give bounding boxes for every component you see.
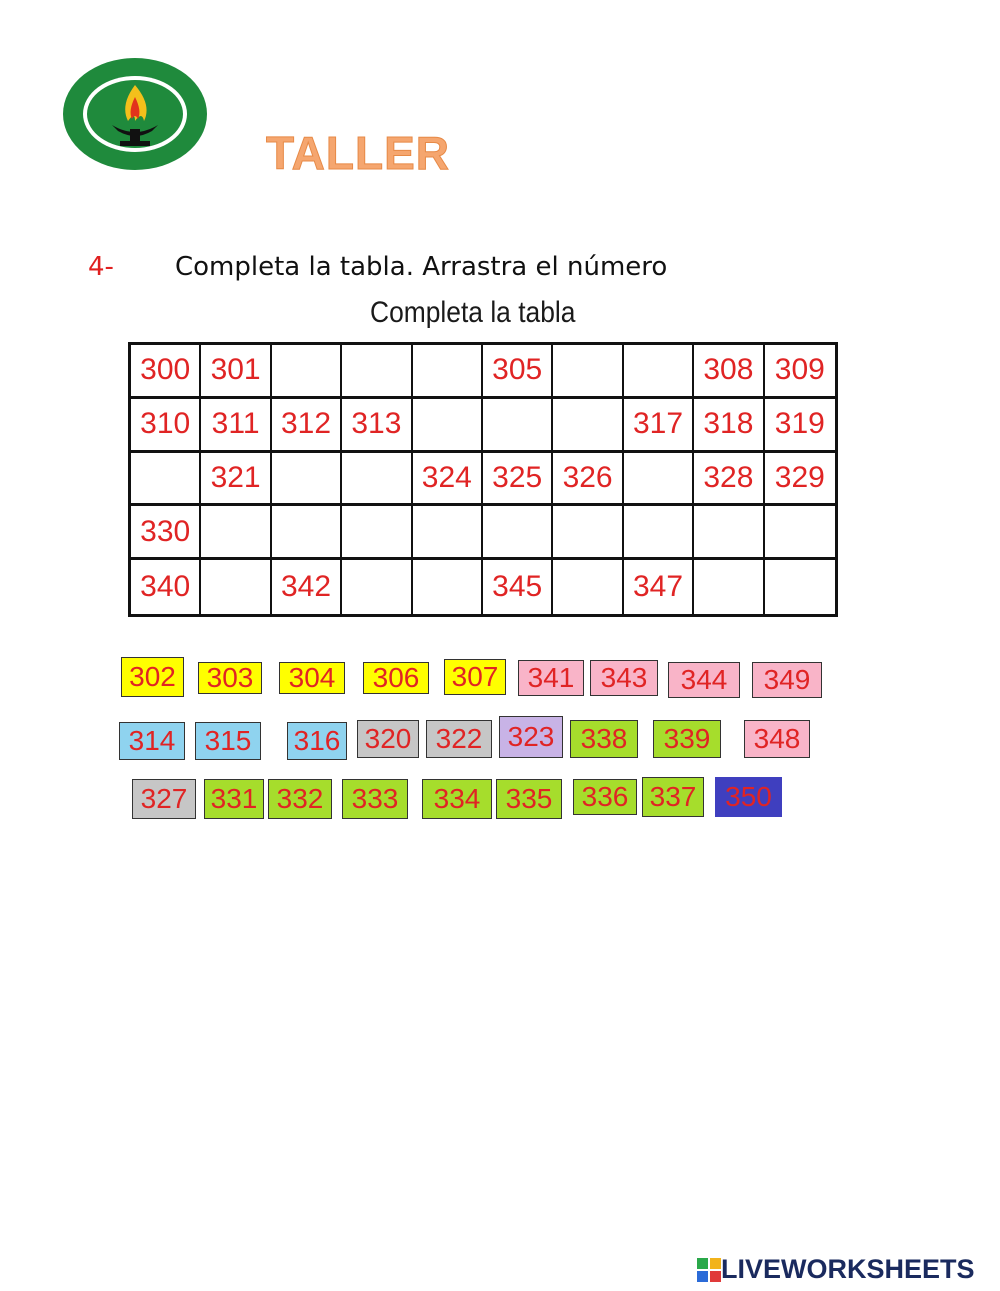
table-cell-drop-target[interactable] (553, 506, 623, 560)
table-cell-filled: 301 (201, 345, 271, 399)
drag-tile-344[interactable]: 344 (668, 662, 740, 698)
table-cell-drop-target[interactable] (624, 453, 694, 507)
table-cell-filled: 325 (483, 453, 553, 507)
table-cell-filled: 317 (624, 399, 694, 453)
table-cell-drop-target[interactable] (553, 345, 623, 399)
table-cell-filled: 329 (765, 453, 835, 507)
table-cell-drop-target[interactable] (624, 345, 694, 399)
table-cell-drop-target[interactable] (553, 560, 623, 614)
table-cell-drop-target[interactable] (201, 560, 271, 614)
table-cell-drop-target[interactable] (694, 506, 764, 560)
drag-tile-349[interactable]: 349 (752, 662, 822, 698)
drag-tile-302[interactable]: 302 (121, 657, 184, 697)
table-cell-filled: 313 (342, 399, 412, 453)
table-title: Completa la tabla (370, 296, 576, 329)
table-cell-drop-target[interactable] (131, 453, 201, 507)
drag-tile-336[interactable]: 336 (573, 779, 637, 815)
question-number: 4- (88, 252, 114, 282)
footer-brand (697, 1254, 975, 1285)
table-cell-drop-target[interactable] (413, 506, 483, 560)
drag-tile-303[interactable]: 303 (198, 662, 262, 694)
table-cell-filled: 311 (201, 399, 271, 453)
table-cell-filled: 324 (413, 453, 483, 507)
drag-tile-304[interactable]: 304 (279, 662, 345, 694)
table-cell-filled: 330 (131, 506, 201, 560)
table-cell-filled: 326 (553, 453, 623, 507)
table-cell-drop-target[interactable] (272, 345, 342, 399)
drag-tile-337[interactable]: 337 (642, 777, 704, 817)
table-cell-filled: 308 (694, 345, 764, 399)
drag-tile-341[interactable]: 341 (518, 660, 584, 696)
drag-tile-334[interactable]: 334 (422, 779, 492, 819)
drag-tile-348[interactable]: 348 (744, 720, 810, 758)
table-cell-filled: 342 (272, 560, 342, 614)
table-cell-filled: 328 (694, 453, 764, 507)
table-cell-drop-target[interactable] (413, 399, 483, 453)
table-cell-drop-target[interactable] (624, 506, 694, 560)
drag-tile-320[interactable]: 320 (357, 720, 419, 758)
table-cell-filled: 319 (765, 399, 835, 453)
table-cell-drop-target[interactable] (342, 560, 412, 614)
drag-tile-314[interactable]: 314 (119, 722, 185, 760)
table-cell-drop-target[interactable] (483, 399, 553, 453)
drag-tile-307[interactable]: 307 (444, 659, 506, 695)
table-cell-drop-target[interactable] (272, 506, 342, 560)
table-cell-drop-target[interactable] (765, 560, 835, 614)
table-cell-drop-target[interactable] (483, 506, 553, 560)
drag-tile-323[interactable]: 323 (499, 716, 563, 758)
drag-tile-306[interactable]: 306 (363, 662, 429, 694)
table-cell-filled: 318 (694, 399, 764, 453)
drag-tile-322[interactable]: 322 (426, 720, 492, 758)
table-cell-filled: 340 (131, 560, 201, 614)
drag-tile-331[interactable]: 331 (204, 779, 264, 819)
table-cell-filled: 305 (483, 345, 553, 399)
table-cell-drop-target[interactable] (201, 506, 271, 560)
drag-tile-316[interactable]: 316 (287, 722, 347, 760)
drag-tile-350[interactable]: 350 (715, 777, 782, 817)
number-table (128, 342, 838, 617)
table-cell-drop-target[interactable] (272, 453, 342, 507)
table-cell-filled: 345 (483, 560, 553, 614)
drag-tile-327[interactable]: 327 (132, 779, 196, 819)
liveworksheets-logo-icon (697, 1258, 721, 1282)
drag-tile-315[interactable]: 315 (195, 722, 261, 760)
table-cell-drop-target[interactable] (342, 506, 412, 560)
table-cell-filled: 300 (131, 345, 201, 399)
drag-tile-332[interactable]: 332 (268, 779, 332, 819)
table-cell-filled: 347 (624, 560, 694, 614)
table-cell-drop-target[interactable] (413, 345, 483, 399)
drag-tile-343[interactable]: 343 (590, 660, 658, 696)
drag-tile-339[interactable]: 339 (653, 720, 721, 758)
table-cell-drop-target[interactable] (342, 345, 412, 399)
table-cell-drop-target[interactable] (694, 560, 764, 614)
question-instruction: Completa la tabla. Arrastra el número (175, 252, 668, 282)
table-cell-filled: 312 (272, 399, 342, 453)
table-cell-drop-target[interactable] (553, 399, 623, 453)
drag-tile-333[interactable]: 333 (342, 779, 408, 819)
footer-brand-text: LIVEWORKSHEETS (721, 1254, 975, 1284)
table-cell-filled: 310 (131, 399, 201, 453)
table-cell-drop-target[interactable] (765, 506, 835, 560)
school-logo (60, 55, 210, 173)
drag-tile-338[interactable]: 338 (570, 720, 638, 758)
table-cell-filled: 309 (765, 345, 835, 399)
table-cell-drop-target[interactable] (342, 453, 412, 507)
table-cell-filled: 321 (201, 453, 271, 507)
worksheet-title: TALLER (266, 127, 451, 179)
table-cell-drop-target[interactable] (413, 560, 483, 614)
drag-tile-335[interactable]: 335 (496, 779, 562, 819)
